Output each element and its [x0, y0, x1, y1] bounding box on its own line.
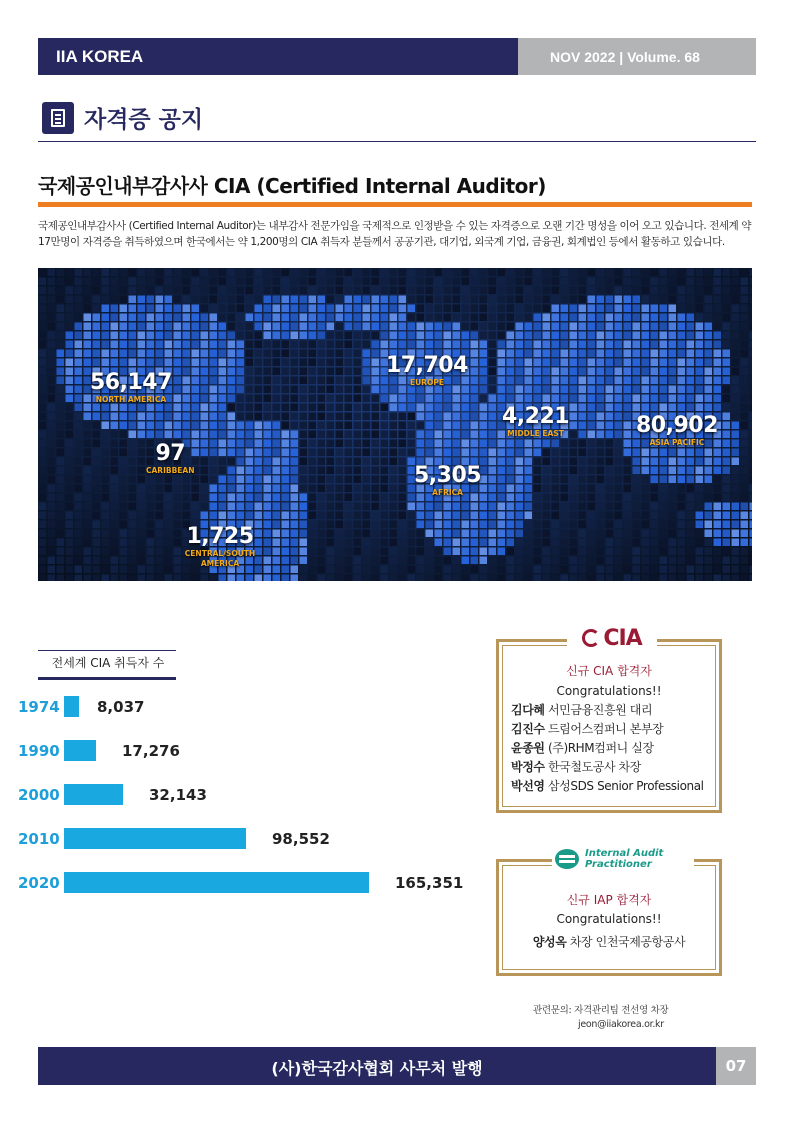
chart-title: 전세계 CIA 취득자 수: [51, 656, 165, 670]
bar: [64, 872, 369, 893]
bar-row-2020: [18, 872, 478, 896]
bar-row-2010: [18, 828, 478, 852]
cia-winner: [511, 739, 717, 758]
bar: [64, 696, 79, 717]
iap-globe-icon: [555, 849, 579, 869]
iap-logo: [552, 843, 694, 875]
page-number: 07: [716, 1047, 756, 1085]
title-underline: [38, 202, 752, 207]
cia-winner-name: 김다혜: [511, 703, 545, 717]
region-name: EUROPE: [409, 378, 444, 387]
iap-logo-line1: Internal Audit: [585, 848, 664, 859]
cia-winner-name: 박정수: [511, 760, 545, 774]
iap-logo-text: [585, 848, 663, 870]
contact-info: 관련문의: 자격관리팀 전선영 차장: [533, 1005, 669, 1016]
region-middle-east: [502, 405, 569, 439]
bar-year-label: 1990: [18, 742, 60, 760]
article-intro: 국제공인내부감사사 (Certified Internal Auditor)는 내부감사 전문가임을 국제적으로 인정받을 수 있는 자격증으로 오랜 기간 명성을 이어 오고 있습니다. 전세계 약 17만명이 자격증을 취득하였으며 한국에서는 약 1,200명의 CIA 취득자 분들께서 공공기관, 대기업, 외국계 기업, 금융권, 회계법인 등에서 활동하고 있습니다.: [38, 220, 752, 248]
region-name: NORTH AMERICA: [95, 395, 167, 404]
cia-winner-detail: 서민금융진흥원 대리: [544, 703, 653, 717]
region-africa: [414, 464, 481, 498]
region-value: 4,221: [502, 404, 570, 429]
region-value: 56,147: [90, 370, 172, 395]
cia-winners-box: [496, 639, 722, 813]
region-value: 80,902: [636, 413, 718, 438]
section-heading: [42, 101, 203, 134]
region-name: MIDDLE EAST: [507, 429, 564, 438]
region-value: 97: [155, 441, 186, 466]
region-value: 1,725: [186, 524, 254, 549]
cia-box-congrats: Congratulations!!: [556, 684, 662, 698]
header-bar: [38, 38, 756, 75]
cia-logo-text: CIA: [603, 625, 642, 651]
region-central-south-america: [180, 525, 260, 569]
bar-year-label: 2000: [18, 786, 60, 804]
publisher: (사)한국감사협회 사무처 발행: [38, 1047, 716, 1085]
iap-winner-detail: 차장 인천국제공항공사: [569, 935, 686, 949]
cia-winner-name: 김진수: [511, 722, 545, 736]
world-map: [38, 268, 752, 581]
bar: [64, 740, 96, 761]
bar-row-1990: [18, 740, 478, 764]
region-name: AFRICA: [432, 488, 463, 497]
region-asia-pacific: [636, 414, 718, 448]
bar-value-label: 17,276: [122, 742, 180, 760]
bar-row-1974: [18, 696, 478, 720]
bar-value-label: 165,351: [395, 874, 464, 892]
iap-winner: [499, 933, 719, 952]
bar-year-label: 2020: [18, 874, 60, 892]
cia-winner-detail: 드림어스컴퍼니 본부장: [544, 722, 664, 736]
region-value: 5,305: [414, 463, 482, 488]
iap-logo-line2: Practitioner: [585, 859, 652, 870]
bar-value-label: 8,037: [97, 698, 145, 716]
bar-value-label: 98,552: [272, 830, 330, 848]
region-name: CENTRAL/SOUTH AMERICA: [184, 549, 256, 568]
cia-winner: [511, 720, 717, 739]
document-icon: [42, 102, 74, 134]
region-name: CARIBBEAN: [146, 466, 195, 475]
bar-year-label: 1974: [18, 698, 60, 716]
cia-winner-detail: (주)RHM컴퍼니 실장: [544, 741, 654, 755]
footer-bar: [38, 1047, 756, 1085]
cia-winner-detail: 한국철도공사 차장: [544, 760, 641, 774]
region-north-america: [90, 371, 172, 405]
cia-winner-list: [511, 701, 717, 796]
cia-winner-name: 박선영: [511, 779, 545, 793]
cia-winner-detail: 삼성SDS Senior Professional: [544, 779, 704, 793]
section-title: 자격증 공지: [84, 107, 204, 133]
cia-winner-name: 윤종원: [511, 741, 545, 755]
cia-box-heading: 신규 CIA 합격자: [566, 664, 652, 678]
iap-winner-name: 양성옥: [532, 935, 567, 949]
cia-winner: [511, 758, 717, 777]
bar-year-label: 2010: [18, 830, 60, 848]
bar-value-label: 32,143: [149, 786, 207, 804]
region-caribbean: [146, 442, 195, 476]
chart-title-rule: [38, 650, 176, 651]
section-divider: [38, 141, 756, 142]
cia-winner: [511, 701, 717, 720]
region-europe: [386, 354, 468, 388]
issue-info: NOV 2022 | Volume. 68: [518, 38, 756, 75]
contact-email[interactable]: jeon@iiakorea.or.kr: [578, 1019, 664, 1030]
cia-swirl-icon: [582, 629, 600, 647]
bar: [64, 784, 123, 805]
iap-box-congrats: Congratulations!!: [556, 912, 662, 926]
iap-box-heading: 신규 IAP 합격자: [566, 893, 652, 907]
cia-winner: [511, 777, 717, 796]
org-name: IIA KOREA: [38, 38, 518, 75]
iap-winners-box: [496, 859, 722, 976]
region-value: 17,704: [386, 353, 468, 378]
article-title: 국제공인내부감사사 CIA (Certified Internal Auditor): [38, 174, 546, 198]
cia-logo: [567, 624, 657, 652]
region-name: ASIA PACIFIC: [649, 438, 705, 447]
chart-title-underline: [38, 677, 176, 680]
bar-row-2000: [18, 784, 478, 808]
bar: [64, 828, 246, 849]
